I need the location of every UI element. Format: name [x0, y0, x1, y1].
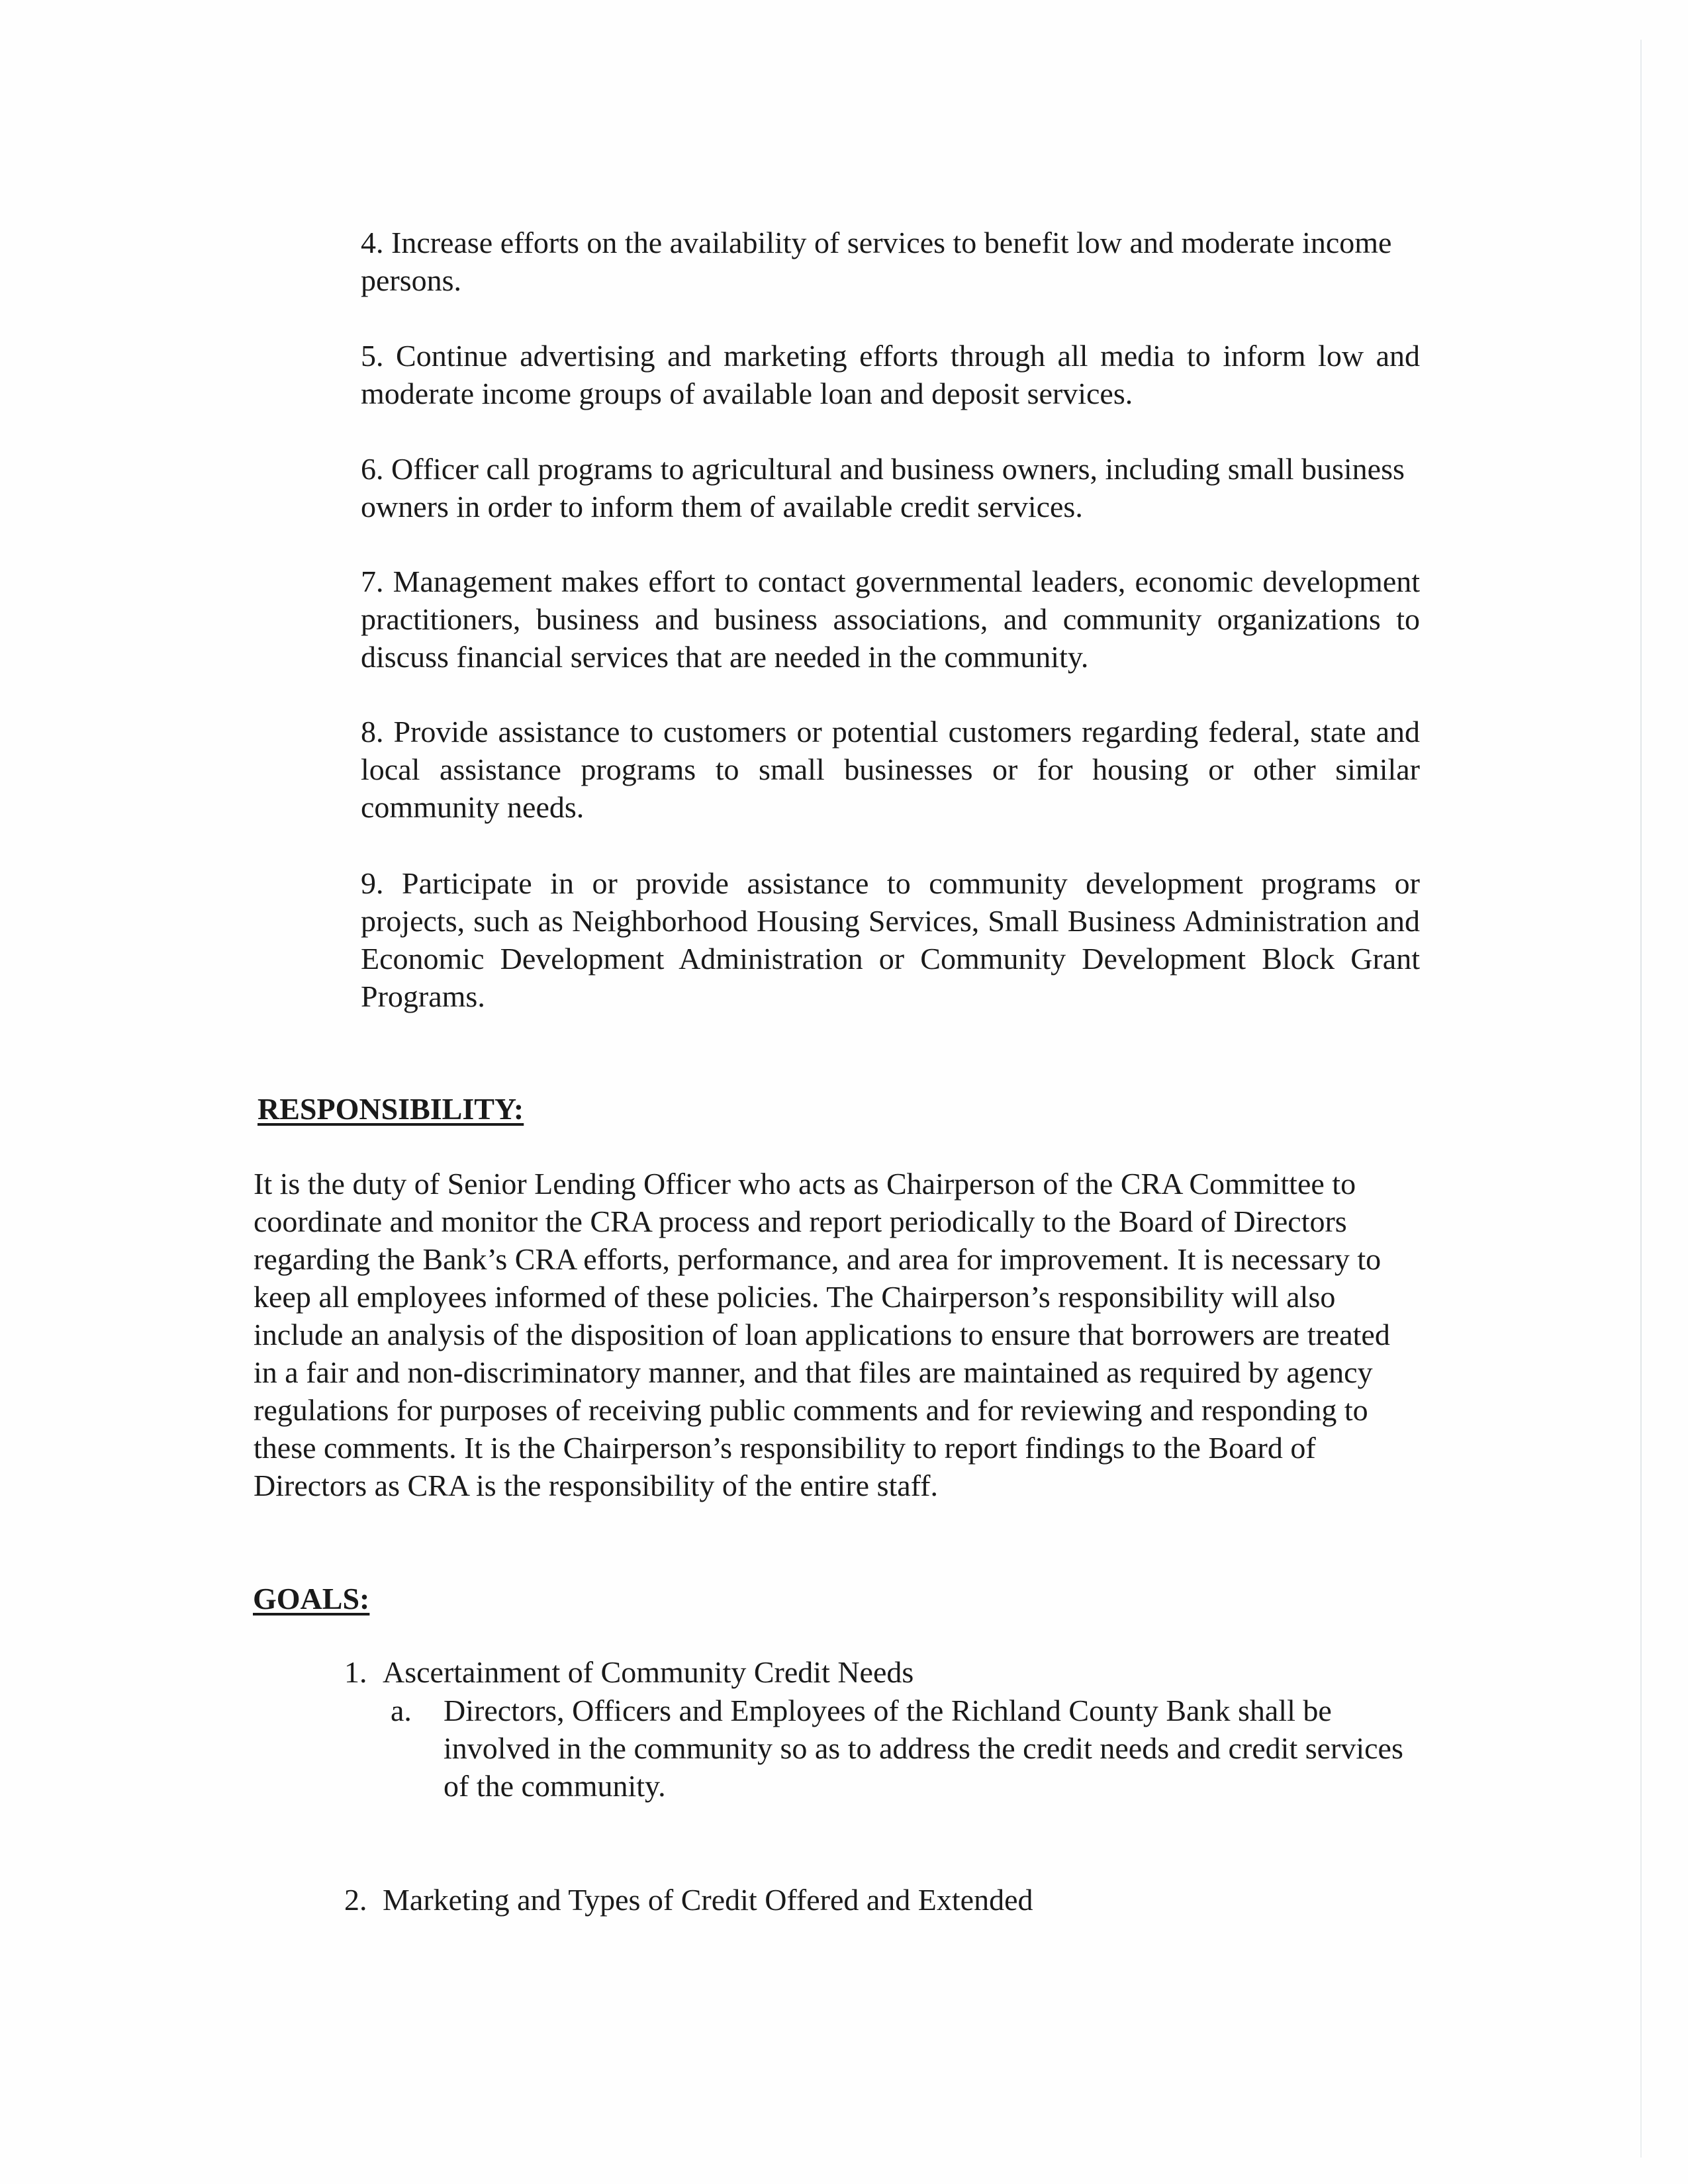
goal-number: 1.	[344, 1655, 367, 1689]
item-text: Management makes effort to contact governmental leaders, economic development practitioners, business and business associations, and community organizations to discuss financial services that are needed in the community.	[361, 565, 1421, 674]
item-number: 9.	[361, 866, 384, 900]
subgoal-text: Directors, Officers and Employees of the Richland County Bank shall be involved in the community so as to address the credit needs and credit services of the community.	[444, 1694, 1403, 1803]
item-text: Provide assistance to customers or potential customers regarding federal, state and local assistance programs to small businesses or for housing or other similar community needs.	[361, 715, 1421, 824]
list-item-6	[361, 450, 1420, 525]
item-text: Participate in or provide assistance to community development programs or projects, such as Neighborhood Housing Services, Small Business Administration and Economic Development Administration or Community Development Block Grant Programs.	[361, 866, 1420, 1013]
list-item-5	[361, 337, 1420, 412]
goal-item-2	[344, 1881, 1033, 1919]
item-text: Increase efforts on the availability of services to benefit low and moderate income persons.	[361, 226, 1392, 297]
item-number: 6.	[361, 452, 384, 486]
goals-heading: GOALS:	[253, 1582, 370, 1615]
subgoal-item-a	[391, 1692, 1403, 1805]
list-item-8	[361, 713, 1420, 826]
item-text: Continue advertising and marketing efforts through all media to inform low and moderate income groups of available loan and deposit services.	[361, 339, 1420, 410]
page-edge-shadow	[1640, 40, 1642, 2158]
item-number: 5.	[361, 339, 384, 373]
goal-title: Ascertainment of Community Credit Needs	[383, 1655, 914, 1689]
goal-item-1	[344, 1653, 914, 1691]
item-text: Officer call programs to agricultural and business owners, including small business owners in order to inform them of available credit services.	[361, 452, 1405, 523]
responsibility-paragraph: It is the duty of Senior Lending Officer who acts as Chairperson of the CRA Committee to coordinate and monitor the CRA process and report periodically to the Board of Directors regarding the Bank’s CRA efforts, performance, and area for improvement. It is necessary to keep all employees informed of these policies. The Chairperson’s responsibility will also include an analysis of the disposition of loan applications to ensure that borrowers are treated in a fair and non-discriminatory manner, and that files are maintained as required by agency regulations for purposes of receiving public comments and for reviewing and responding to these comments. It is the Chairperson’s responsibility to report findings to the Board of Directors as CRA is the responsibility of the entire staff.	[254, 1167, 1390, 1502]
goal-title: Marketing and Types of Credit Offered and Extended	[383, 1883, 1033, 1917]
subgoal-letter: a.	[391, 1694, 412, 1727]
list-item-4	[361, 224, 1420, 299]
goal-number: 2.	[344, 1883, 367, 1917]
list-item-7	[361, 563, 1420, 676]
responsibility-heading: RESPONSIBILITY:	[258, 1092, 524, 1126]
item-number: 8.	[361, 715, 384, 749]
item-number: 4.	[361, 226, 384, 259]
item-number: 7.	[361, 565, 384, 598]
list-item-9	[361, 864, 1420, 1015]
